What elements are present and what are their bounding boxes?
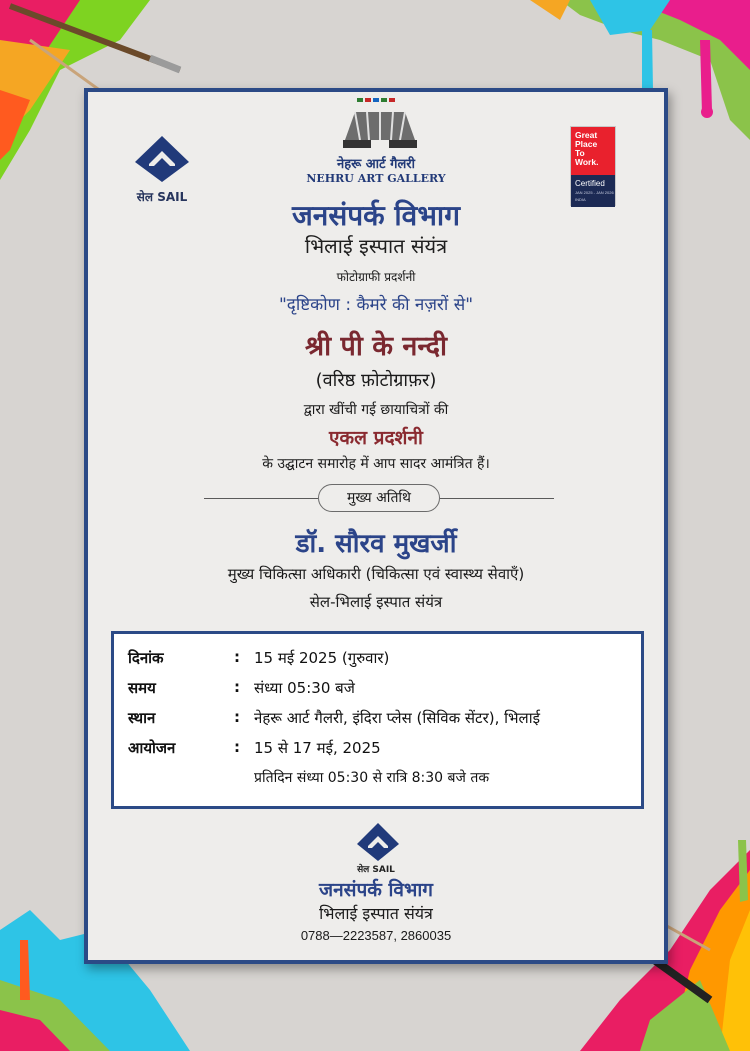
gptw-line-4: Work. bbox=[575, 157, 599, 167]
detail-colon: : bbox=[234, 738, 240, 756]
detail-label: स्थान bbox=[128, 709, 156, 727]
detail-value: संध्या 05:30 बजे bbox=[254, 679, 355, 697]
gptw-line-1: Great bbox=[575, 130, 598, 140]
great-place-to-work-badge bbox=[570, 126, 616, 206]
detail-label: आयोजन bbox=[128, 739, 176, 757]
gptw-period: JAN 2025 - JAN 2026 bbox=[575, 190, 614, 195]
daily-hours: प्रतिदिन संध्या 05:30 से रात्रि 8:30 बजे तक bbox=[254, 770, 490, 786]
detail-colon: : bbox=[234, 648, 240, 666]
photographer-role: (वरिष्ठ फ़ोटोग्राफ़र) bbox=[315, 370, 437, 391]
detail-colon: : bbox=[234, 678, 240, 696]
divider-right bbox=[440, 498, 554, 499]
event-details-box bbox=[111, 631, 644, 809]
chief-guest-organisation: सेल-भिलाई इस्पात संयंत्र bbox=[309, 593, 443, 611]
detail-row-time bbox=[114, 678, 641, 706]
nehru-art-gallery-building-icon bbox=[335, 96, 425, 160]
detail-value: 15 मई 2025 (गुरुवार) bbox=[254, 649, 390, 667]
photographer-name: श्री पी के नन्दी bbox=[304, 331, 448, 362]
chief-guest-designation: मुख्य चिकित्सा अधिकारी (चिकित्सा एवं स्वास्थ्य सेवाएँ) bbox=[227, 565, 525, 583]
divider-left bbox=[204, 498, 318, 499]
chief-guest-name: डॉ. सौरव मुखर्जी bbox=[295, 529, 457, 559]
detail-value: नेहरू आर्ट गैलरी, इंदिरा प्लेस (सिविक सेंटर), भिलाई bbox=[254, 709, 540, 727]
sail-caption: सेल SAIL bbox=[136, 190, 188, 204]
gptw-line-3: To bbox=[575, 148, 585, 158]
gptw-certified: Certified bbox=[575, 179, 605, 188]
gallery-name-english: NEHRU ART GALLERY bbox=[306, 172, 446, 185]
department-title: जनसंपर्क विभाग bbox=[292, 199, 460, 232]
detail-colon: : bbox=[234, 708, 240, 726]
chief-guest-label: मुख्य अतिथि bbox=[318, 484, 440, 512]
detail-row-venue bbox=[114, 708, 641, 736]
gptw-country: INDIA bbox=[575, 197, 586, 202]
exhibition-label: फोटोग्राफी प्रदर्शनी bbox=[336, 270, 416, 284]
solo-exhibition: एकल प्रदर्शनी bbox=[329, 427, 423, 449]
invitation-card bbox=[84, 88, 668, 964]
footer-department: जनसंपर्क विभाग bbox=[319, 879, 433, 901]
detail-value: 15 से 17 मई, 2025 bbox=[254, 739, 381, 757]
footer-sail-caption: सेल SAIL bbox=[357, 865, 395, 875]
footer-plant: भिलाई इस्पात संयंत्र bbox=[319, 904, 433, 923]
detail-label: दिनांक bbox=[128, 649, 164, 667]
detail-row-date bbox=[114, 648, 641, 676]
exhibition-title: "दृष्टिकोण : कैमरे की नज़रों से" bbox=[278, 295, 474, 315]
gptw-line-2: Place bbox=[575, 139, 598, 149]
detail-label: समय bbox=[128, 679, 156, 697]
chief-guest-heading bbox=[88, 484, 664, 512]
footer-sail-emblem-icon bbox=[356, 822, 400, 862]
photos-taken-by: द्वारा खींची गई छायाचित्रों की bbox=[303, 402, 449, 418]
gallery-name-hindi: नेहरू आर्ट गैलरी bbox=[337, 157, 415, 172]
invitation-line: के उद्घाटन समारोह में आप सादर आमंत्रित हैं। bbox=[262, 456, 490, 472]
footer-phone: 0788—2223587, 2860035 bbox=[300, 928, 452, 943]
plant-name: भिलाई इस्पात संयंत्र bbox=[304, 234, 448, 258]
detail-row-schedule bbox=[114, 738, 641, 766]
